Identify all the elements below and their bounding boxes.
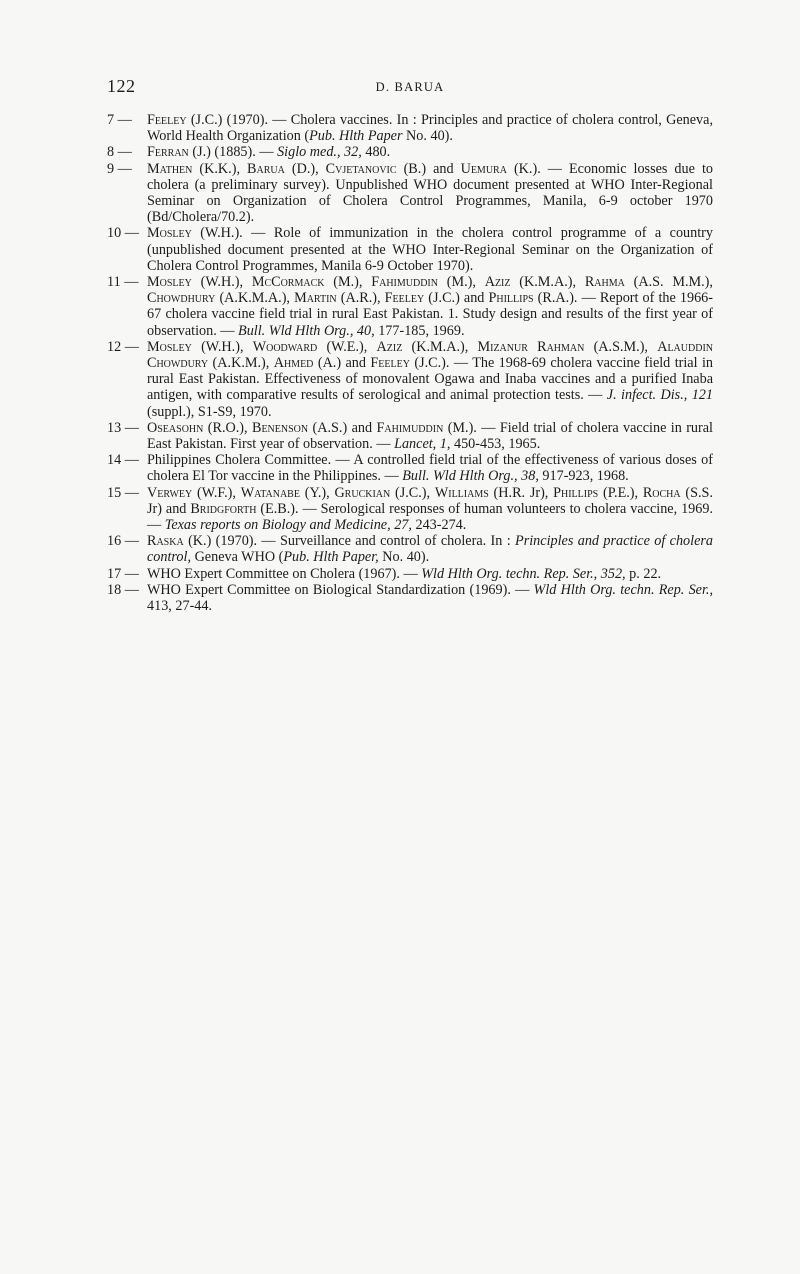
author-name: Ferran: [147, 144, 189, 161]
author-name: Mosley: [147, 225, 192, 242]
reference-text: (K.) (1970). — Surveillance and control of cholera. In :: [183, 533, 516, 550]
reference-text: (B.) and: [396, 160, 461, 177]
reference-text: 177-185, 1969.: [374, 322, 465, 339]
author-name: Rahma: [584, 274, 625, 291]
page-header: [107, 76, 713, 100]
reference-text: (M.). — Field trial of cholera vaccine in rural East Pakistan. First year of observation. —: [147, 419, 713, 453]
reference-text: (J.C.),: [390, 484, 435, 501]
reference-text: (K.K.),: [192, 160, 248, 177]
reference-text: (W.F.),: [192, 484, 241, 501]
reference-text: (A.S.) and: [308, 419, 377, 436]
author-name: Raska: [147, 533, 184, 550]
reference-number: 10 —: [107, 225, 139, 242]
reference-text: (W.H.),: [191, 338, 253, 355]
reference-text: (K.). — Economic losses due to cholera (a preliminary survey). Unpublished WHO document presented at WHO Inter-Regional Seminar on Organization of Cholera Control Programmes, Manila, 6-9 october 1970 (Bd/Cholera/70.2).: [147, 160, 713, 226]
reference-item: [107, 533, 713, 565]
author-name: Bridgforth: [190, 500, 257, 517]
reference-text: (H.R. Jr),: [488, 484, 554, 501]
reference-text: Geneva WHO (: [191, 549, 284, 566]
author-name: Woodward: [252, 338, 318, 355]
author-name: Oseasohn: [147, 419, 204, 436]
reference-text: (A.R.),: [336, 290, 385, 307]
reference-text: (J.C.). — The 1968-69 cholera vaccine field trial in rural East Pakistan. Effectiveness of monovalent Ogawa and Inaba vaccines and a purified Inaba antigen, with comparative results of serological and animal protection tests. —: [147, 355, 713, 404]
author-name: Feeley: [384, 290, 425, 307]
reference-number: 15 —: [107, 484, 139, 501]
reference-text: (J.C.) and: [424, 290, 489, 307]
reference-item: [107, 420, 713, 452]
journal-citation: Wld Hlth Org. techn. Rep. Ser., 352,: [421, 565, 626, 582]
reference-text: (M.),: [437, 274, 485, 291]
reference-item: [107, 566, 713, 582]
journal-citation: Siglo med., 32,: [277, 144, 362, 161]
author-name: Barua: [247, 160, 285, 177]
reference-number: 18 —: [107, 581, 139, 598]
journal-citation: Bull. Wld Hlth Org., 38,: [402, 468, 539, 485]
journal-citation: Wld Hlth Org. techn. Rep. Ser.,: [533, 581, 714, 598]
reference-number: 13 —: [107, 419, 139, 436]
author-name: Verwey: [147, 484, 193, 501]
reference-number: 16 —: [107, 533, 139, 550]
reference-text: (P.E.),: [598, 484, 643, 501]
author-name: Fahimuddin: [371, 274, 438, 291]
author-name: Feeley: [370, 355, 410, 372]
reference-number: 9 —: [107, 160, 132, 177]
author-name: Aziz: [376, 338, 403, 355]
reference-number: 14 —: [107, 452, 139, 469]
journal-citation: Lancet, 1,: [394, 436, 451, 453]
author-name: Mosley: [147, 274, 192, 291]
reference-item: [107, 274, 713, 339]
reference-item: [107, 144, 713, 160]
reference-text: (A.K.M.),: [208, 355, 274, 372]
reference-text: (A.K.M.A.),: [215, 290, 295, 307]
reference-item: [107, 112, 713, 144]
running-head: D. BARUA: [375, 80, 445, 94]
author-name: Fahimuddin: [376, 419, 444, 436]
author-name: Mizanur Rahman: [477, 338, 585, 355]
author-name: McCormack: [251, 274, 325, 291]
reference-item: [107, 161, 713, 226]
reference-number: 12 —: [107, 338, 139, 355]
reference-text: (A.S.M.),: [584, 338, 658, 355]
author-name: Mosley: [147, 338, 192, 355]
reference-text: (J.) (1885). —: [188, 144, 278, 161]
reference-text: (Y.),: [299, 484, 335, 501]
journal-citation: Texas reports on Biology and Medicine, 27,: [164, 517, 412, 534]
reference-text: (W.E.),: [317, 338, 377, 355]
journal-citation: J. infect. Dis., 121: [606, 387, 713, 404]
author-name: Williams: [434, 484, 489, 501]
reference-text: 917-923, 1968.: [538, 468, 629, 485]
reference-text: (R.O.),: [203, 419, 252, 436]
reference-text: No. 40).: [402, 128, 453, 145]
reference-text: (W.H.). — Role of immunization in the cholera control programme of a country (unpublished document presented at the WHO Inter-Regional Seminar on the Organization of Cholera Control Programmes, Manila 6-9 October 1970).: [147, 225, 713, 274]
reference-text: (D.),: [284, 160, 326, 177]
reference-number: 11 —: [107, 274, 139, 291]
author-name: Alauddin Chowdury: [147, 338, 713, 372]
reference-text: 243-274.: [411, 517, 467, 534]
reference-item: [107, 485, 713, 534]
reference-item: [107, 339, 713, 420]
reference-text: 480.: [361, 144, 391, 161]
reference-text: (R.A.). — Report of the 1966-67 cholera vaccine field trial in rural East Pakistan. 1. Study design and results of the first year of observation. —: [147, 290, 713, 339]
reference-text: (E.B.). — Serological responses of human volunteers to cholera vaccine, 1969. —: [147, 500, 713, 534]
author-name: Aziz: [484, 274, 511, 291]
reference-text: (K.M.A.),: [510, 274, 585, 291]
reference-text: (W.H.),: [191, 274, 252, 291]
reference-text: p. 22.: [625, 565, 662, 582]
author-name: Mathen: [147, 160, 193, 177]
journal-citation: Principles and practice of cholera control,: [147, 533, 713, 566]
journal-citation: Pub. Hlth Paper,: [283, 549, 379, 566]
author-name: Phillips: [488, 290, 534, 307]
reference-text: (K.M.A.),: [402, 338, 478, 355]
reference-text: 450-453, 1965.: [450, 436, 541, 453]
reference-text: (A.) and: [313, 355, 371, 372]
page-number: 122: [107, 76, 136, 96]
reference-text: WHO Expert Committee on Biological Standardization (1969). —: [147, 581, 534, 598]
reference-text: Philippines Cholera Committee. — A controlled field trial of the effectiveness of various doses of cholera El Tor vaccine in the Philippines. —: [147, 452, 713, 485]
reference-text: (S.S. Jr) and: [147, 484, 713, 517]
journal-citation: Pub. Hlth Paper: [309, 128, 403, 145]
author-name: Ahmed: [273, 355, 314, 372]
author-name: Watanabe: [240, 484, 300, 501]
reference-number: 8 —: [107, 144, 132, 161]
reference-text: 413, 27-44.: [147, 598, 213, 615]
reference-text: (M.),: [324, 274, 372, 291]
author-name: Gruckian: [334, 484, 391, 501]
author-name: Cvjetanovic: [325, 160, 397, 177]
author-name: Martin: [294, 290, 337, 307]
reference-text: WHO Expert Committee on Cholera (1967). —: [147, 565, 422, 582]
reference-text: (suppl.), S1-S9, 1970.: [147, 403, 272, 420]
reference-number: 17 —: [107, 565, 139, 582]
author-name: Benenson: [251, 419, 309, 436]
reference-list: [107, 112, 713, 614]
author-name: Rocha: [642, 484, 681, 501]
reference-item: [107, 452, 713, 484]
reference-text: No. 40).: [378, 549, 430, 566]
author-name: Uemura: [460, 160, 507, 177]
author-name: Phillips: [553, 484, 599, 501]
reference-text: (J.C.) (1970). — Cholera vaccines. In : Principles and practice of cholera control, Geneva, World Health Organization (: [147, 112, 713, 145]
author-name: Feeley: [147, 112, 187, 128]
reference-item: [107, 582, 713, 614]
journal-citation: Bull. Wld Hlth Org., 40,: [238, 322, 375, 339]
reference-number: 7 —: [107, 112, 132, 128]
author-name: Chowdhury: [147, 290, 216, 307]
reference-item: [107, 225, 713, 274]
reference-text: (A.S. M.M.),: [624, 274, 713, 291]
